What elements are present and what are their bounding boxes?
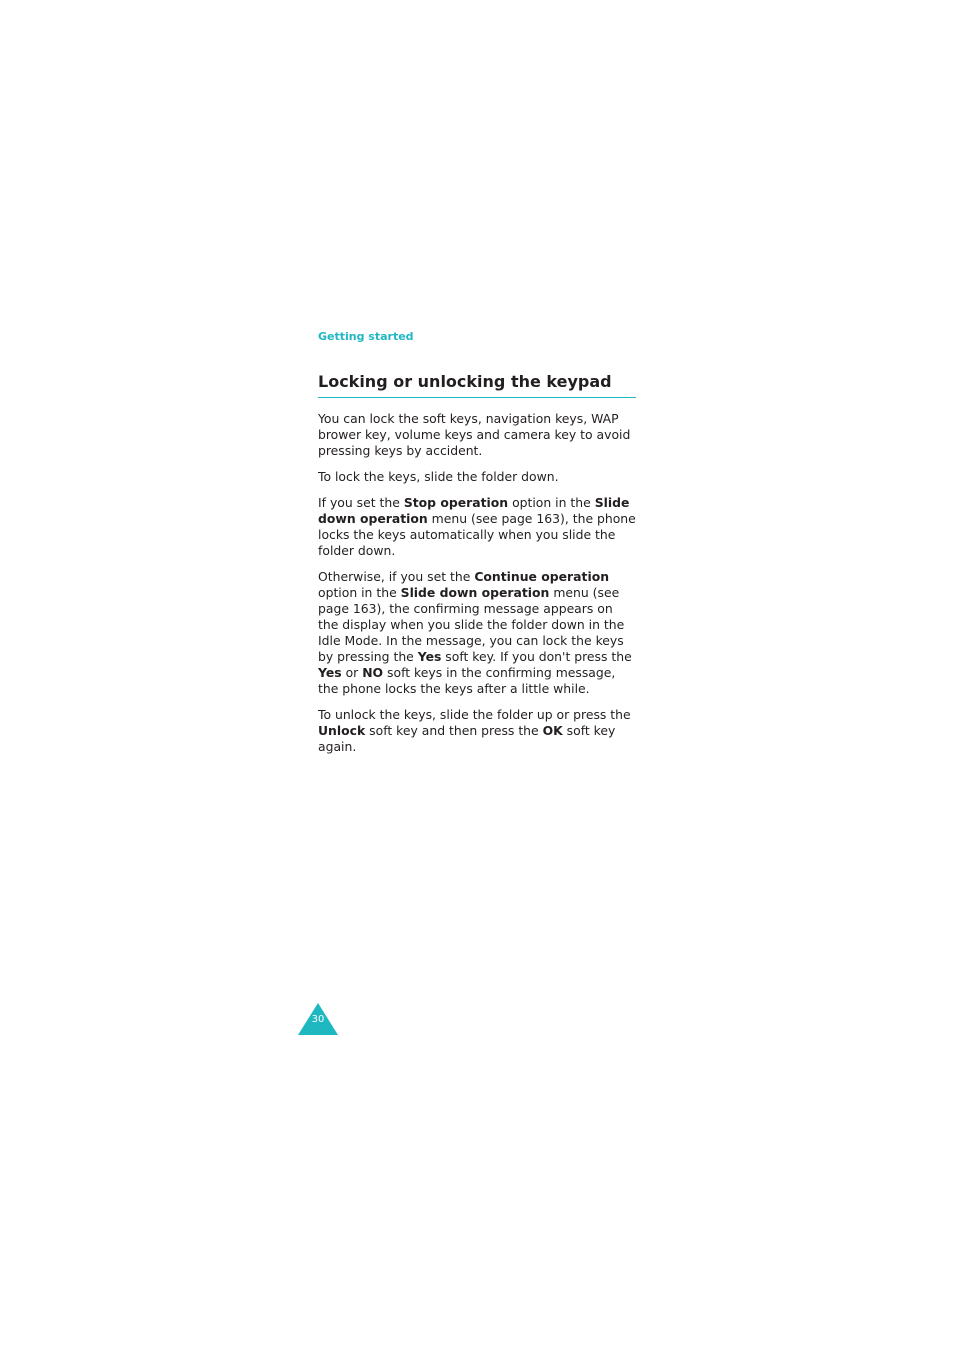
text: soft key again.	[318, 723, 616, 754]
bold-term: Yes	[417, 649, 442, 664]
body-text	[318, 411, 636, 765]
bold-term: Yes	[318, 665, 342, 680]
page-marker	[298, 1003, 338, 1035]
text: option in the	[318, 585, 401, 600]
paragraph-lock: To lock the keys, slide the folder down.	[318, 469, 559, 484]
paragraph-stop-operation	[318, 495, 636, 559]
bold-term: Continue operation	[474, 569, 610, 584]
bold-term: Stop operation	[403, 495, 509, 510]
text: To unlock the keys, slide the folder up or press the	[318, 707, 631, 722]
bold-term: Unlock	[318, 723, 366, 738]
text: Otherwise, if you set the	[318, 569, 475, 584]
text: soft keys in the confirming message, the phone locks the keys after a little while.	[318, 665, 616, 696]
bold-term: Slide down operation	[400, 585, 550, 600]
text: soft key and then press the	[365, 723, 543, 738]
paragraph-intro: You can lock the soft keys, navigation keys, WAP brower key, volume keys and camera key to avoid pressing keys by accident.	[318, 411, 631, 458]
bold-term: NO	[362, 665, 384, 680]
bold-term: Slide down operation	[318, 495, 630, 526]
text: menu (see page 163), the phone locks the keys automatically when you slide the folder down.	[318, 511, 636, 558]
page-title: Locking or unlocking the keypad	[318, 372, 636, 398]
page-number: 30	[311, 1014, 325, 1025]
section-label: Getting started	[318, 330, 414, 343]
paragraph-continue-operation	[318, 569, 636, 697]
text: soft key. If you don't press the	[441, 649, 632, 664]
text: If you set the	[318, 495, 404, 510]
text: option in the	[508, 495, 595, 510]
text: menu (see page 163), the confirming message appears on the display when you slide the folder down in the Idle Mode. In the message, you can lock the keys by pressing the	[318, 585, 625, 664]
paragraph-unlock	[318, 707, 636, 755]
bold-term: OK	[542, 723, 563, 738]
text: or	[341, 665, 363, 680]
